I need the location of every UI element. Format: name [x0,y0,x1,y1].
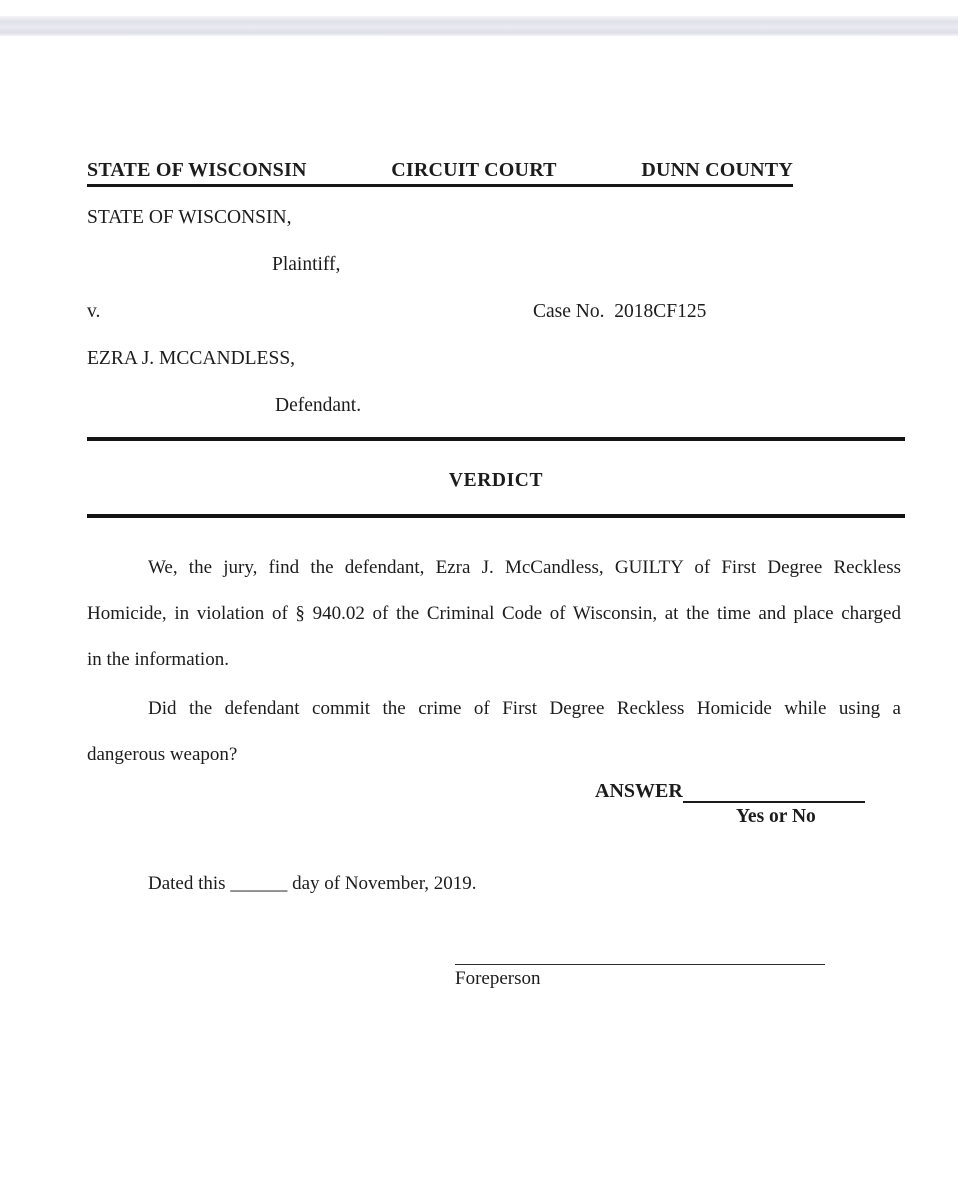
answer-label: ANSWER [595,780,683,802]
defendant-role-label: Defendant. [275,395,362,416]
scan-artifact-band [0,16,958,36]
header-state: STATE OF WISCONSIN [87,159,307,181]
court-caption-header [87,159,793,187]
case-number: Case No. 2018CF125 [533,301,707,322]
divider-rule-bottom [87,514,905,518]
answer-choices-hint: Yes or No [736,806,816,827]
answer-field [595,779,865,803]
versus-label: v. [87,301,101,322]
foreperson-signature-line [455,964,825,965]
paragraph-line: dangerous weapon? [87,744,238,765]
dated-line: Dated this ______ day of November, 2019. [148,873,477,894]
dangerous-weapon-question-paragraph [87,686,901,778]
verdict-finding-paragraph [87,545,901,683]
divider-rule-top [87,437,905,441]
paragraph-line: Did the defendant commit the crime of First Degree Reckless Homicide while using a [148,698,901,719]
paragraph-line: Homicide, in violation of § 940.02 of the Criminal Code of Wisconsin, at the time and place charged [87,603,901,624]
paragraph-line: We, the jury, find the defendant, Ezra J. McCandless, GUILTY of First Degree Reckless [148,557,901,578]
answer-blank-line [683,779,865,803]
paragraph-line: in the information. [87,649,229,670]
header-court: CIRCUIT COURT [391,159,557,181]
defendant-name: EZRA J. MCCANDLESS, [87,348,296,369]
plaintiff-name: STATE OF WISCONSIN, [87,207,292,228]
foreperson-label: Foreperson [455,968,541,989]
plaintiff-role-label: Plaintiff, [272,254,341,275]
document-title: VERDICT [448,470,544,491]
header-county: DUNN COUNTY [641,159,793,181]
